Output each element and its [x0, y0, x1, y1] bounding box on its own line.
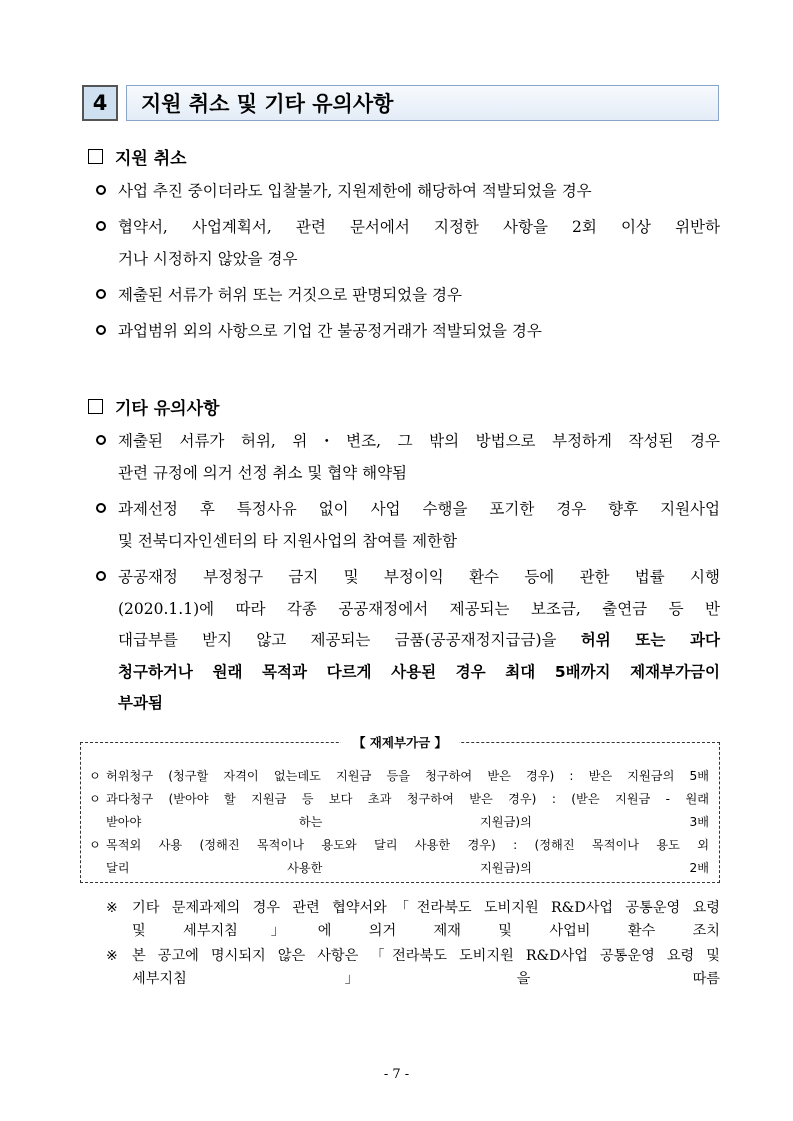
penalty-row — [89, 788, 709, 834]
circle-bullet-icon — [96, 221, 106, 231]
list-item — [96, 562, 720, 720]
circle-bullet-icon — [96, 289, 106, 299]
section-number: 4 — [82, 85, 118, 121]
list-item — [96, 280, 720, 312]
circle-bullet-icon — [96, 435, 106, 445]
bold-text-line: 청구하거나 원래 목적과 다르게 사용된 경우 최대 5배까지 제재부가금이 — [118, 662, 720, 681]
subsection-heading-cancel — [88, 144, 187, 169]
reference-mark: ※ — [106, 948, 118, 964]
note-item — [106, 945, 720, 991]
bold-text-line: 부과됨 — [118, 694, 163, 712]
note-text-cont: 세부지침」을 따름 — [132, 971, 720, 987]
list-item-text-cont: (2020.1.1)에 따라 각종 공공재정에서 제공되는 보조금, 출연금 등 반 — [118, 599, 720, 618]
hollow-bullet: ㅇ — [89, 792, 101, 806]
list-item-text: 협약서, 사업계획서, 관련 문서에서 지정한 사항을 2회 이상 위반하 — [118, 218, 720, 236]
hollow-bullet: ㅇ — [89, 769, 101, 783]
list-item-text: 과제선정 후 특정사유 없이 사업 수행을 포기한 경우 향후 지원사업 — [118, 500, 720, 518]
reference-mark: ※ — [106, 900, 118, 916]
list-item — [96, 316, 720, 348]
section-title: 지원 취소 및 기타 유의사항 — [126, 85, 719, 121]
penalty-row-text: 과다청구 (받아야 할 지원금 등 보다 초과 청구하여 받은 경우) : (받은 지원금 - 원래 — [106, 792, 709, 806]
list-item-text-cont: 및 전북디자인센터의 타 지원사업의 참여를 제한함 — [118, 531, 458, 550]
subsection-title: 지원 취소 — [115, 149, 187, 169]
checkbox-square-icon — [88, 399, 103, 414]
checkbox-square-icon — [88, 149, 103, 164]
bold-text: 허위 또는 과다 — [580, 631, 720, 649]
list-item — [96, 176, 720, 208]
normal-text: 대급부를 받지 않고 제공되는 금품(공공재정지급금)을 — [118, 631, 581, 649]
hollow-bullet: ㅇ — [89, 838, 101, 852]
note-item — [106, 897, 720, 943]
list-item — [96, 426, 720, 489]
section-header — [82, 85, 719, 121]
note-text: 기타 문제과제의 경우 관련 협약서와「전라북도 도비지원 R&D사업 공통운영 요령 — [132, 900, 720, 916]
circle-bullet-icon — [96, 185, 106, 195]
list-item-text-cont — [118, 625, 720, 657]
penalty-row-text-cont: 받아야 하는 지원금)의 3배 — [106, 815, 709, 829]
list-item-text: 제출된 서류가 허위, 위・변조, 그 밖의 방법으로 부정하게 작성된 경우 — [118, 432, 720, 450]
list-item — [96, 212, 720, 275]
penalty-box — [80, 735, 720, 883]
circle-bullet-icon — [96, 571, 106, 581]
penalty-row-text: 목적외 사용 (정해진 목적이나 용도와 달리 사용한 경우) : (정해진 목적이나 용도 외 — [106, 838, 709, 852]
circle-bullet-icon — [96, 503, 106, 513]
list-item-text: 사업 추진 중이더라도 입찰불가, 지원제한에 해당하여 적발되었을 경우 — [118, 182, 592, 200]
list-item-text-cont: 관련 규정에 의거 선정 취소 및 협약 해약됨 — [118, 463, 408, 482]
penalty-row — [89, 834, 709, 880]
penalty-box-title: 【 재제부가금 】 — [341, 733, 459, 751]
list-item-text: 제출된 서류가 허위 또는 거짓으로 판명되었을 경우 — [118, 286, 462, 304]
note-text-cont: 및 세부지침」에 의거 제재 및 사업비 환수 조치 — [132, 923, 720, 939]
list-item-text-cont: 거나 시정하지 않았을 경우 — [118, 249, 298, 268]
penalty-row-text: 허위청구 (청구할 자격이 없는데도 지원금 등을 청구하여 받은 경우) : 받은 지원금의 5배 — [106, 769, 709, 783]
penalty-row-text-cont: 달리 사용한 지원금)의 2배 — [106, 861, 709, 875]
note-text: 본 공고에 명시되지 않은 사항은 「전라북도 도비지원 R&D사업 공통운영 요령 및 — [132, 948, 720, 964]
circle-bullet-icon — [96, 325, 106, 335]
list-item-text: 공공재정 부정청구 금지 및 부정이익 환수 등에 관한 법률 시행 — [118, 568, 720, 586]
page-number: - 7 - — [383, 1067, 410, 1082]
subsection-title: 기타 유의사항 — [115, 399, 220, 419]
list-item-text: 과업범위 외의 사항으로 기업 간 불공정거래가 적발되었을 경우 — [118, 322, 542, 340]
subsection-heading-notes — [88, 394, 219, 419]
list-item — [96, 494, 720, 557]
penalty-row — [89, 765, 709, 788]
